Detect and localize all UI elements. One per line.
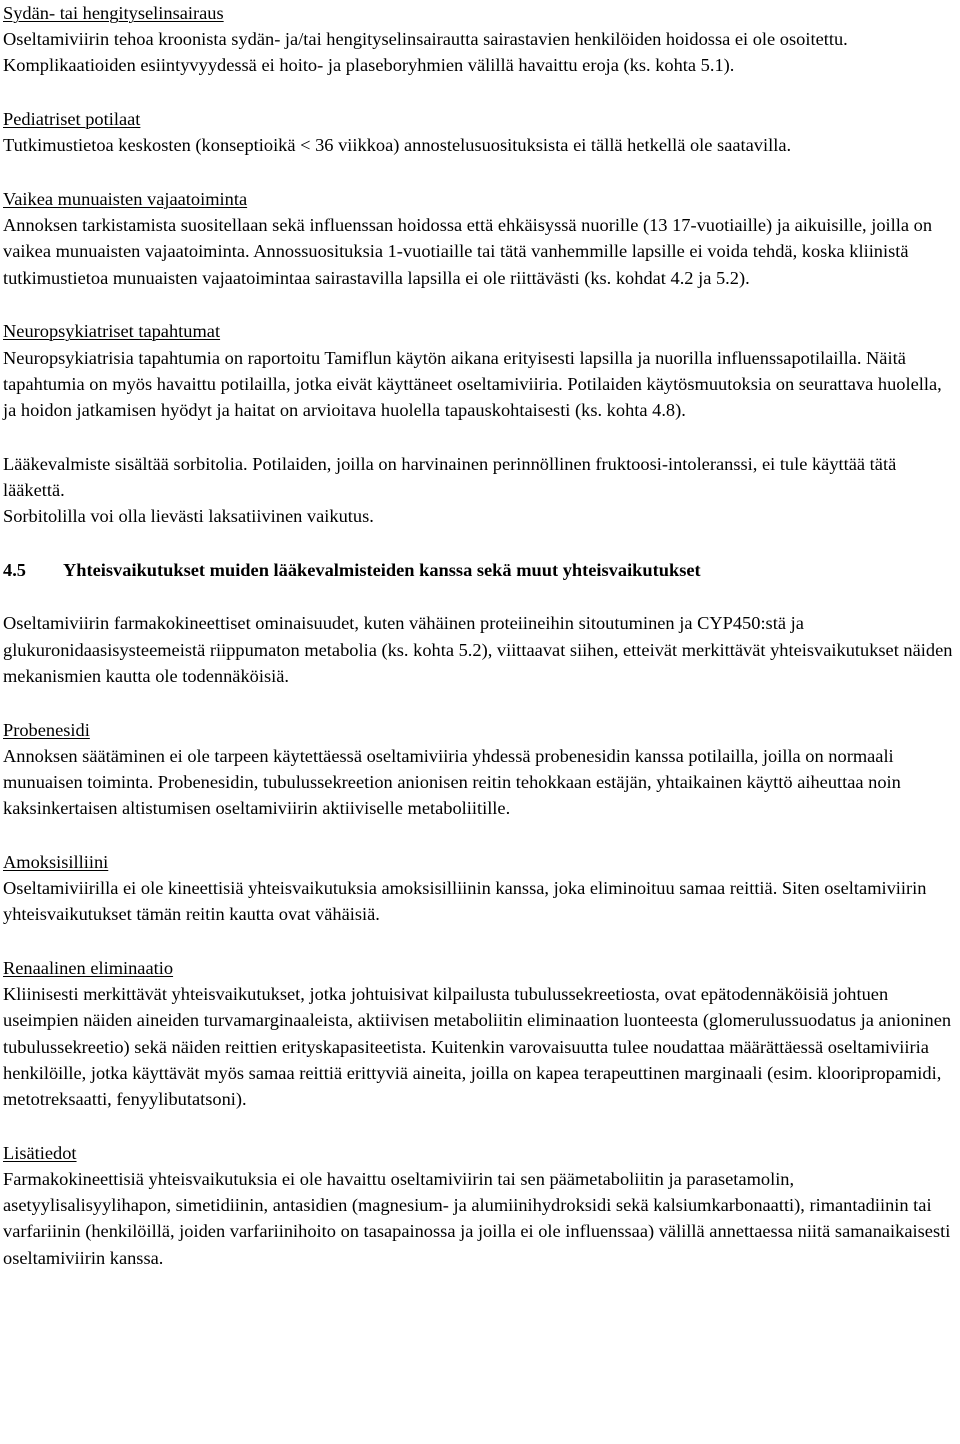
- paragraph-sydan: Oseltamiviirin tehoa kroonista sydän- ja/tai hengityselinsairautta sairastavien henkilöiden hoidossa ei ole osoitettu. Komplikaatioiden esiintyvyydessä ei hoito- ja plaseboryhmien välillä havaittu eroja (ks. kohta 5.1).: [3, 29, 848, 76]
- paragraph-pediatriset: Tutkimustietoa keskosten (konseptioikä < 36 viikkoa) annostelusuosituksista ei tällä hetkellä ole saatavilla.: [3, 135, 792, 156]
- section-lisatiedot: [3, 1140, 953, 1271]
- subheading-munuaiset: Vaikea munuaisten vajaatoiminta: [3, 189, 248, 210]
- paragraph-probenesidi: Annoksen säätäminen ei ole tarpeen käytettäessä oseltamiviiria yhdessä probenesidin kanssa potilailla, joilla on normaali munuaisen toiminta. Probenesidin, tubulussekreetion anionisen reitin tehokkaan estäjän, yhtaikainen käyttö aiheuttaa noin kaksinkertaisen altistumisen oseltamiviirin aktiiviselle metaboliitille.: [3, 745, 901, 819]
- paragraph-sorbitoli-1: Lääkevalmiste sisältää sorbitolia. Potilaiden, joilla on harvinainen perinnöllinen fruktoosi-intoleranssi, ei tule käyttää tätä lääkettä.: [3, 453, 897, 500]
- paragraph-renaalinen: Kliinisesti merkittävät yhteisvaikutukset, jotka johtuisivat kilpailusta tubulussekreetiosta, ovat epätodennäköisiä johtuen useimpien näiden aineiden turvamarginaaleista, aktiivisen metaboliitin eliminaation luonteesta (glomerulussuodatus ja anioninen tubulussekreetio) sekä näiden reittien erityskapasiteetista. Kuitenkin varovaisuutta tulee noudattaa määrättäessä oseltamiviiria henkilöille, jotka käyttävät myös samaa reittiä erittyviä aineita, joilla on kapea terapeuttinen marginaali (esim. klooripropamidi, metotreksaatti, fenyylibutatsoni).: [3, 984, 952, 1109]
- paragraph-4-5: Oseltamiviirin farmakokineettiset ominaisuudet, kuten vähäinen proteiineihin sitoutuminen ja CYP450:stä ja glukuronidaasisysteemeistä riippumaton metabolia (ks. kohta 5.2), viittaavat siihen, etteivät merkittävät yhteisvaikutukset näiden mekanismien kautta ole todennäköisiä.: [3, 613, 953, 686]
- paragraph-neuro: Neuropsykiatrisia tapahtumia on raportoitu Tamiflun käytön aikana erityisesti lapsilla ja nuorilla influenssapotilailla. Näitä tapahtumia on myös havaittu potilailla, jotka eivät käyttäneet oseltamiviiria. Potilaiden käytösmuutoksia on seurattava huolella, ja hoidon jatkamisen hyödyt ja haitat on arvioitava huolella tapauskohtaisesti (ks. kohta 4.8).: [3, 347, 942, 420]
- section-heading-4-5: [3, 557, 953, 583]
- paragraph-sorbitoli-2: Sorbitolilla voi olla lievästi laksatiivinen vaikutus.: [3, 506, 374, 527]
- paragraph-munuaiset: Annoksen tarkistamista suositellaan sekä influenssan hoidossa että ehkäisyssä nuorille (13 17-vuotiaille) ja aikuisille, joilla on vaikea munuaisten vajaatoiminta. Annossuosituksia 1-vuotiaille tai tätä vanhemmille lapsille ei voida tehdä, koska kliinistä tutkimustietoa munuaisten vajaatoimintaa sairastavilla lapsilla ei ole riittävästi (ks. kohdat 4.2 ja 5.2).: [3, 215, 933, 288]
- subheading-pediatriset: Pediatriset potilaat: [3, 109, 141, 130]
- section-amoksisilliini: [3, 849, 953, 928]
- section-pediatriset: [3, 106, 953, 158]
- subheading-lisatiedot: Lisätiedot: [3, 1142, 77, 1163]
- paragraph-amoksisilliini: Oseltamiviirilla ei ole kineettisiä yhteisvaikutuksia amoksisilliinin kanssa, joka eliminoituu samaa reittiä. Siten oseltamiviirin yhteisvaikutukset tämän reitin kautta ovat vähäisiä.: [3, 878, 927, 925]
- subheading-probenesidi: Probenesidi: [3, 719, 90, 740]
- section-sorbitoli: [3, 451, 953, 530]
- section-probenesidi: [3, 717, 953, 822]
- document-page: [3, 0, 953, 1271]
- subheading-neuro: Neuropsykiatriset tapahtumat: [3, 321, 221, 342]
- section-sydan: [3, 0, 953, 79]
- section-renaalinen: [3, 955, 953, 1112]
- section-neuro: [3, 318, 953, 423]
- subheading-amoksisilliini: Amoksisilliini: [3, 851, 109, 872]
- subheading-renaalinen: Renaalinen eliminaatio: [3, 957, 174, 978]
- section-4-5: [3, 557, 953, 689]
- section-title: Yhteisvaikutukset muiden lääkevalmisteiden kanssa sekä muut yhteisvaikutukset: [63, 559, 701, 580]
- subheading-sydan: Sydän- tai hengityselinsairaus: [3, 3, 224, 23]
- paragraph-lisatiedot: Farmakokineettisiä yhteisvaikutuksia ei ole havaittu oseltamiviirin tai sen päämetaboliitin ja parasetamolin, asetyylisalisyylihapon, simetidiinin, antasidien (magnesium- ja alumiinihydroksidi sekä kalsiumkarbonaatti), rimantadiinin tai varfariinin (henkilöillä, joiden varfariinihoito on tasapainossa ja joilla ei ole influenssaa) välillä annettaessa niitä samanaikaisesti oseltamiviirin kanssa.: [3, 1168, 951, 1268]
- section-munuaiset: [3, 186, 953, 291]
- section-number: 4.5: [3, 559, 26, 580]
